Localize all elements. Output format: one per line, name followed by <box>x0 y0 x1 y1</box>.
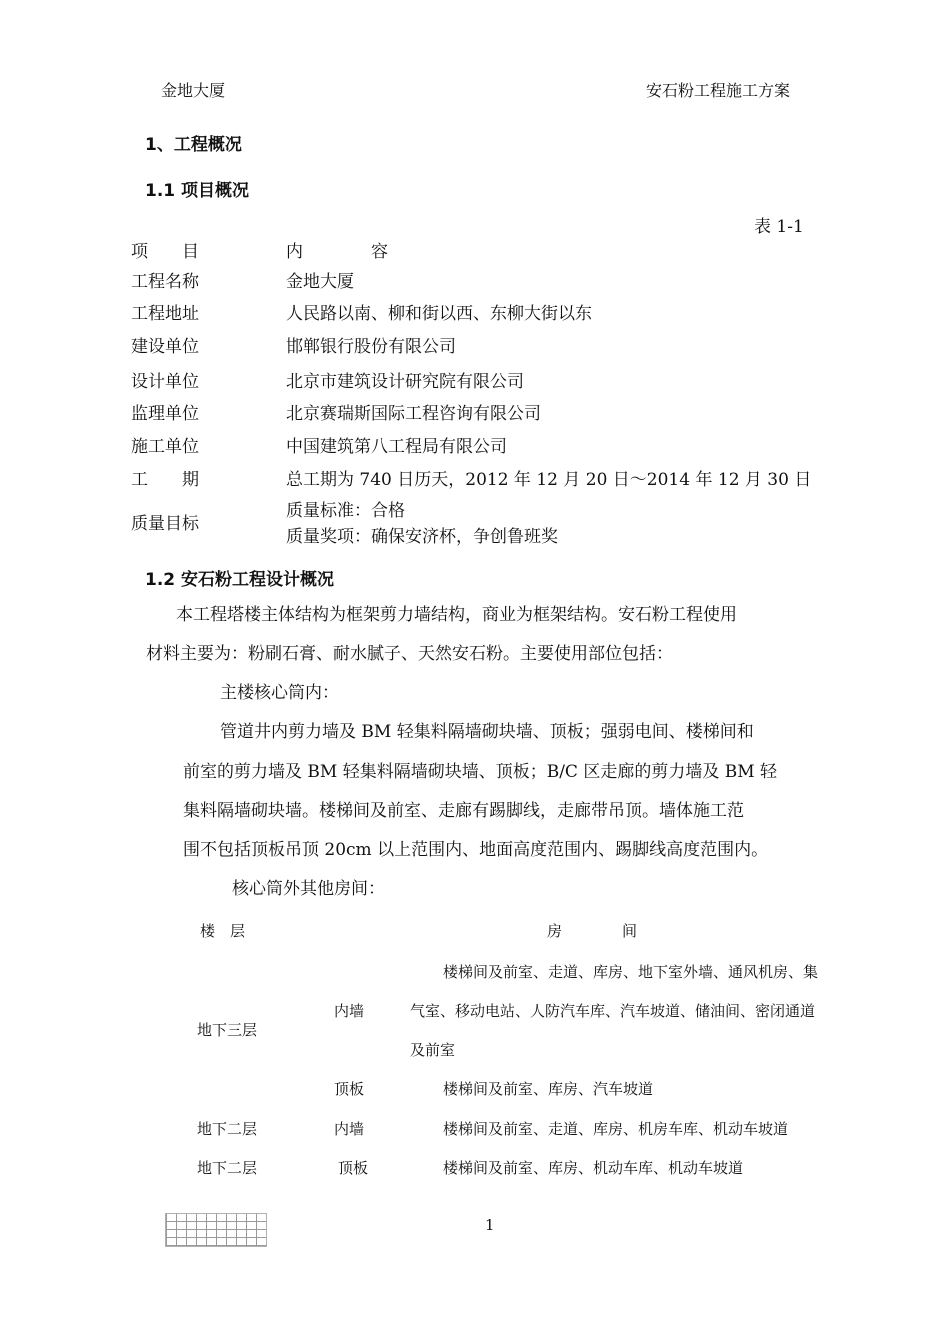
header-right: 安石粉工程施工方案 <box>646 81 791 100</box>
outer-label: 核心筒外其他房间： <box>232 879 385 899</box>
table-row-value: 北京赛瑞斯国际工程咨询有限公司 <box>286 404 541 424</box>
floor-label: 地下二层 <box>197 1120 258 1138</box>
floor-label: 地下三层 <box>197 1021 258 1039</box>
page-number: 1 <box>485 1216 495 1234</box>
paragraph-line: 本工程塔楼主体结构为框架剪力墙结构，商业为框架结构。安石粉工程使用 <box>176 605 737 625</box>
table-row-value: 邯郸银行股份有限公司 <box>286 337 456 357</box>
table-row-key: 工 期 <box>131 470 199 490</box>
header-left: 金地大厦 <box>161 81 226 100</box>
table-row-key: 建设单位 <box>131 337 199 357</box>
table-head-rooms: 房 间 <box>547 922 638 940</box>
table-label: 表 1-1 <box>754 217 804 237</box>
table-row-key: 质量目标 <box>131 514 199 534</box>
table-row-key: 施工单位 <box>131 437 199 457</box>
rooms-text: 楼梯间及前室、走道、库房、机房车库、机动车坡道 <box>443 1120 789 1138</box>
table-row-value: 总工期为 740 日历天，2012 年 12 月 20 日～2014 年 12 月 30 日 <box>286 470 812 490</box>
table-row-key: 工程名称 <box>131 272 199 292</box>
rooms-text: 及前室 <box>410 1041 456 1059</box>
subsection-title: 1.1 项目概况 <box>145 181 250 201</box>
type-label: 顶板 <box>338 1159 369 1177</box>
table-row-value: 人民路以南、柳和街以西、东柳大街以东 <box>286 304 592 324</box>
type-label: 顶板 <box>334 1080 365 1098</box>
table-row-value: 北京市建筑设计研究院有限公司 <box>286 372 524 392</box>
grid-logo-icon <box>165 1213 267 1247</box>
paragraph-line: 围不包括顶板吊顶 20cm 以上范围内、地面高度范围内、踢脚线高度范围内。 <box>183 840 769 860</box>
paragraph-line: 材料主要为：粉刷石膏、耐水腻子、天然安石粉。主要使用部位包括： <box>146 644 673 664</box>
paragraph-line: 管道井内剪力墙及 BM 轻集料隔墙砌块墙、顶板；强弱电间、楼梯间和 <box>220 722 754 742</box>
type-label: 内墙 <box>334 1002 365 1020</box>
type-label: 内墙 <box>334 1120 365 1138</box>
rooms-text: 楼梯间及前室、走道、库房、地下室外墙、通风机房、集 <box>443 963 819 981</box>
rooms-text: 气室、移动电站、人防汽车库、汽车坡道、储油间、密闭通道 <box>410 1002 816 1020</box>
table-row-value: 金地大厦 <box>286 272 354 292</box>
paragraph-line: 前室的剪力墙及 BM 轻集料隔墙砌块墙、顶板；B/C 区走廊的剪力墙及 BM 轻 <box>183 762 778 782</box>
table-row-value: 质量奖项：确保安济杯，争创鲁班奖 <box>286 527 558 547</box>
table-row-value: 质量标准：合格 <box>286 501 405 521</box>
table-row-value: 中国建筑第八工程局有限公司 <box>286 437 507 457</box>
table-row-key: 工程地址 <box>131 304 199 324</box>
section-title: 1、工程概况 <box>145 135 242 155</box>
table-head-content: 内 容 <box>286 242 388 262</box>
table-head-floor: 楼 层 <box>200 922 246 940</box>
table-row-key: 监理单位 <box>131 404 199 424</box>
rooms-text: 楼梯间及前室、库房、汽车坡道 <box>443 1080 654 1098</box>
table-row-key: 设计单位 <box>131 372 199 392</box>
subsection-title: 1.2 安石粉工程设计概况 <box>145 570 335 590</box>
core-label: 主楼核心筒内： <box>220 683 339 703</box>
paragraph-line: 集料隔墙砌块墙。楼梯间及前室、走廊有踢脚线，走廊带吊顶。墙体施工范 <box>183 801 744 821</box>
floor-label: 地下二层 <box>197 1159 258 1177</box>
table-head-item: 项 目 <box>131 242 199 262</box>
rooms-text: 楼梯间及前室、库房、机动车库、机动车坡道 <box>443 1159 744 1177</box>
